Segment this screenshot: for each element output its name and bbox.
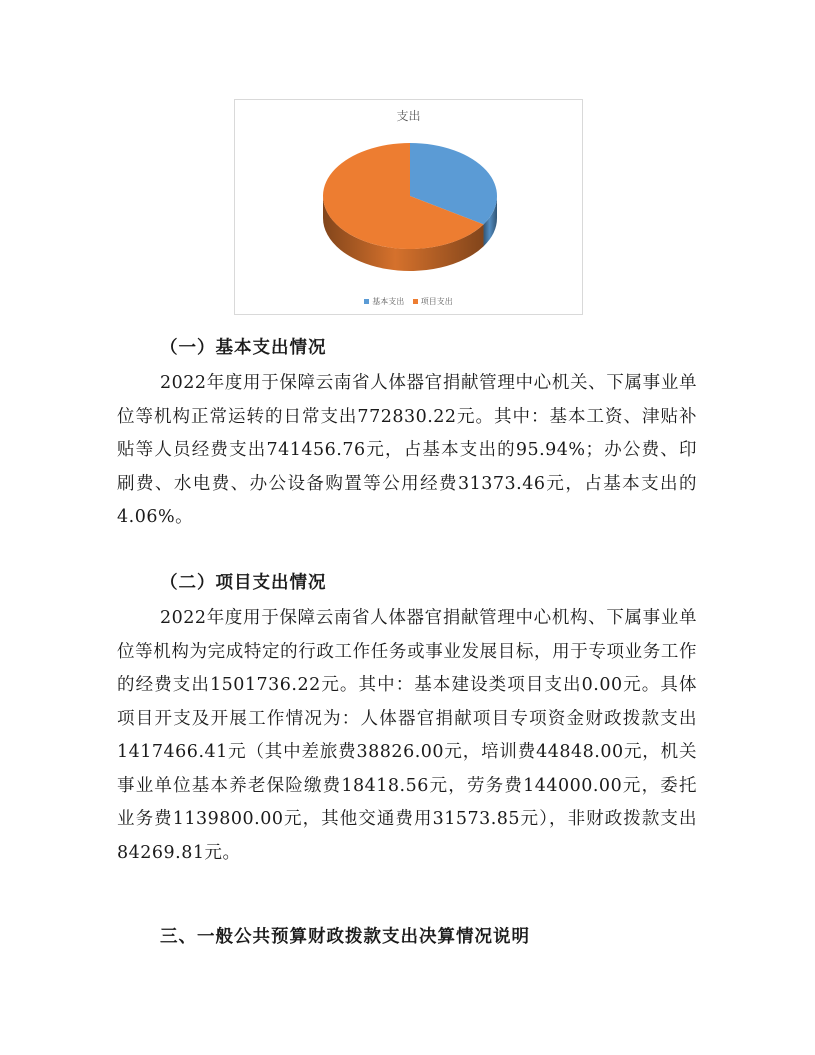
section1-heading: （一）基本支出情况 [160,338,327,358]
pie-svg [235,100,584,316]
legend-swatch-basic [364,299,369,304]
chart-legend [235,296,582,307]
legend-item-basic [364,296,404,307]
section2-body [117,602,697,870]
expenditure-pie-chart [234,99,583,315]
section1-paragraph: 2022年度用于保障云南省人体器官捐献管理中心机关、下属事业单位等机构正常运转的日常支出772830.22元。其中：基本工资、津贴补贴等人员经费支出741456.76元，占基本支出的95.94%；办公费、印刷费、水电费、办公设备购置等公用经费31373.46元，占基本支出的4.06%。 [117,373,697,527]
legend-label-project: 项目支出 [420,297,453,306]
legend-label-basic: 基本支出 [372,297,405,306]
section3-heading: 三、一般公共预算财政拨款支出决算情况说明 [160,927,530,947]
legend-item-project [413,296,453,307]
section2-paragraph: 2022年度用于保障云南省人体器官捐献管理中心机构、下属事业单位等机构为完成特定的行政工作任务或事业发展目标，用于专项业务工作的经费支出1501736.22元。其中：基本建设类项目支出0.00元。具体项目开支及开展工作情况为：人体器官捐献项目专项资金财政拨款支出1417466.41元（其中差旅费38826.00元，培训费44848.00元，机关事业单位基本养老保险缴费18418.56元，劳务费144000.00元，委托业务费1139800.00元，其他交通费用31573.85元），非财政拨款支出84269.81元。 [117,608,697,863]
legend-swatch-project [413,299,418,304]
chart-title: 支出 [396,109,421,123]
section1-body [117,367,697,535]
section2-heading: （二）项目支出情况 [160,573,327,593]
